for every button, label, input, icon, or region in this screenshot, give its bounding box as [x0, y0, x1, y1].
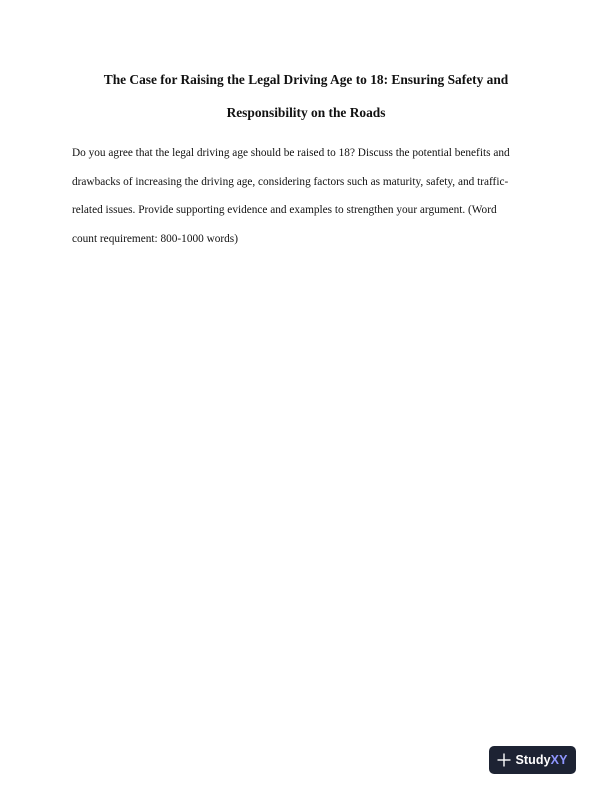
document-title [72, 63, 540, 129]
plus-icon [497, 753, 511, 767]
title-line-1: The Case for Raising the Legal Driving Age to 18: Ensuring Safety and [103, 72, 509, 87]
prompt-line-1: Do you agree that the legal driving age should be raised to 18? Discuss the potential benefits and [72, 147, 510, 159]
prompt-line-4: count requirement: 800-1000 words) [72, 232, 238, 245]
brand-name-study: Study [515, 753, 551, 767]
prompt-line-2: drawbacks of increasing the driving age, considering factors such as maturity, safety, and traffic- [72, 175, 509, 188]
studyxy-badge [489, 746, 576, 774]
essay-prompt [72, 139, 544, 253]
prompt-line-3: related issues. Provide supporting evidence and examples to strengthen your argument. (Word [72, 204, 497, 217]
brand-name-xy: XY [550, 753, 568, 767]
brand-name [515, 753, 567, 767]
title-line-2: Responsibility on the Roads [226, 105, 386, 120]
